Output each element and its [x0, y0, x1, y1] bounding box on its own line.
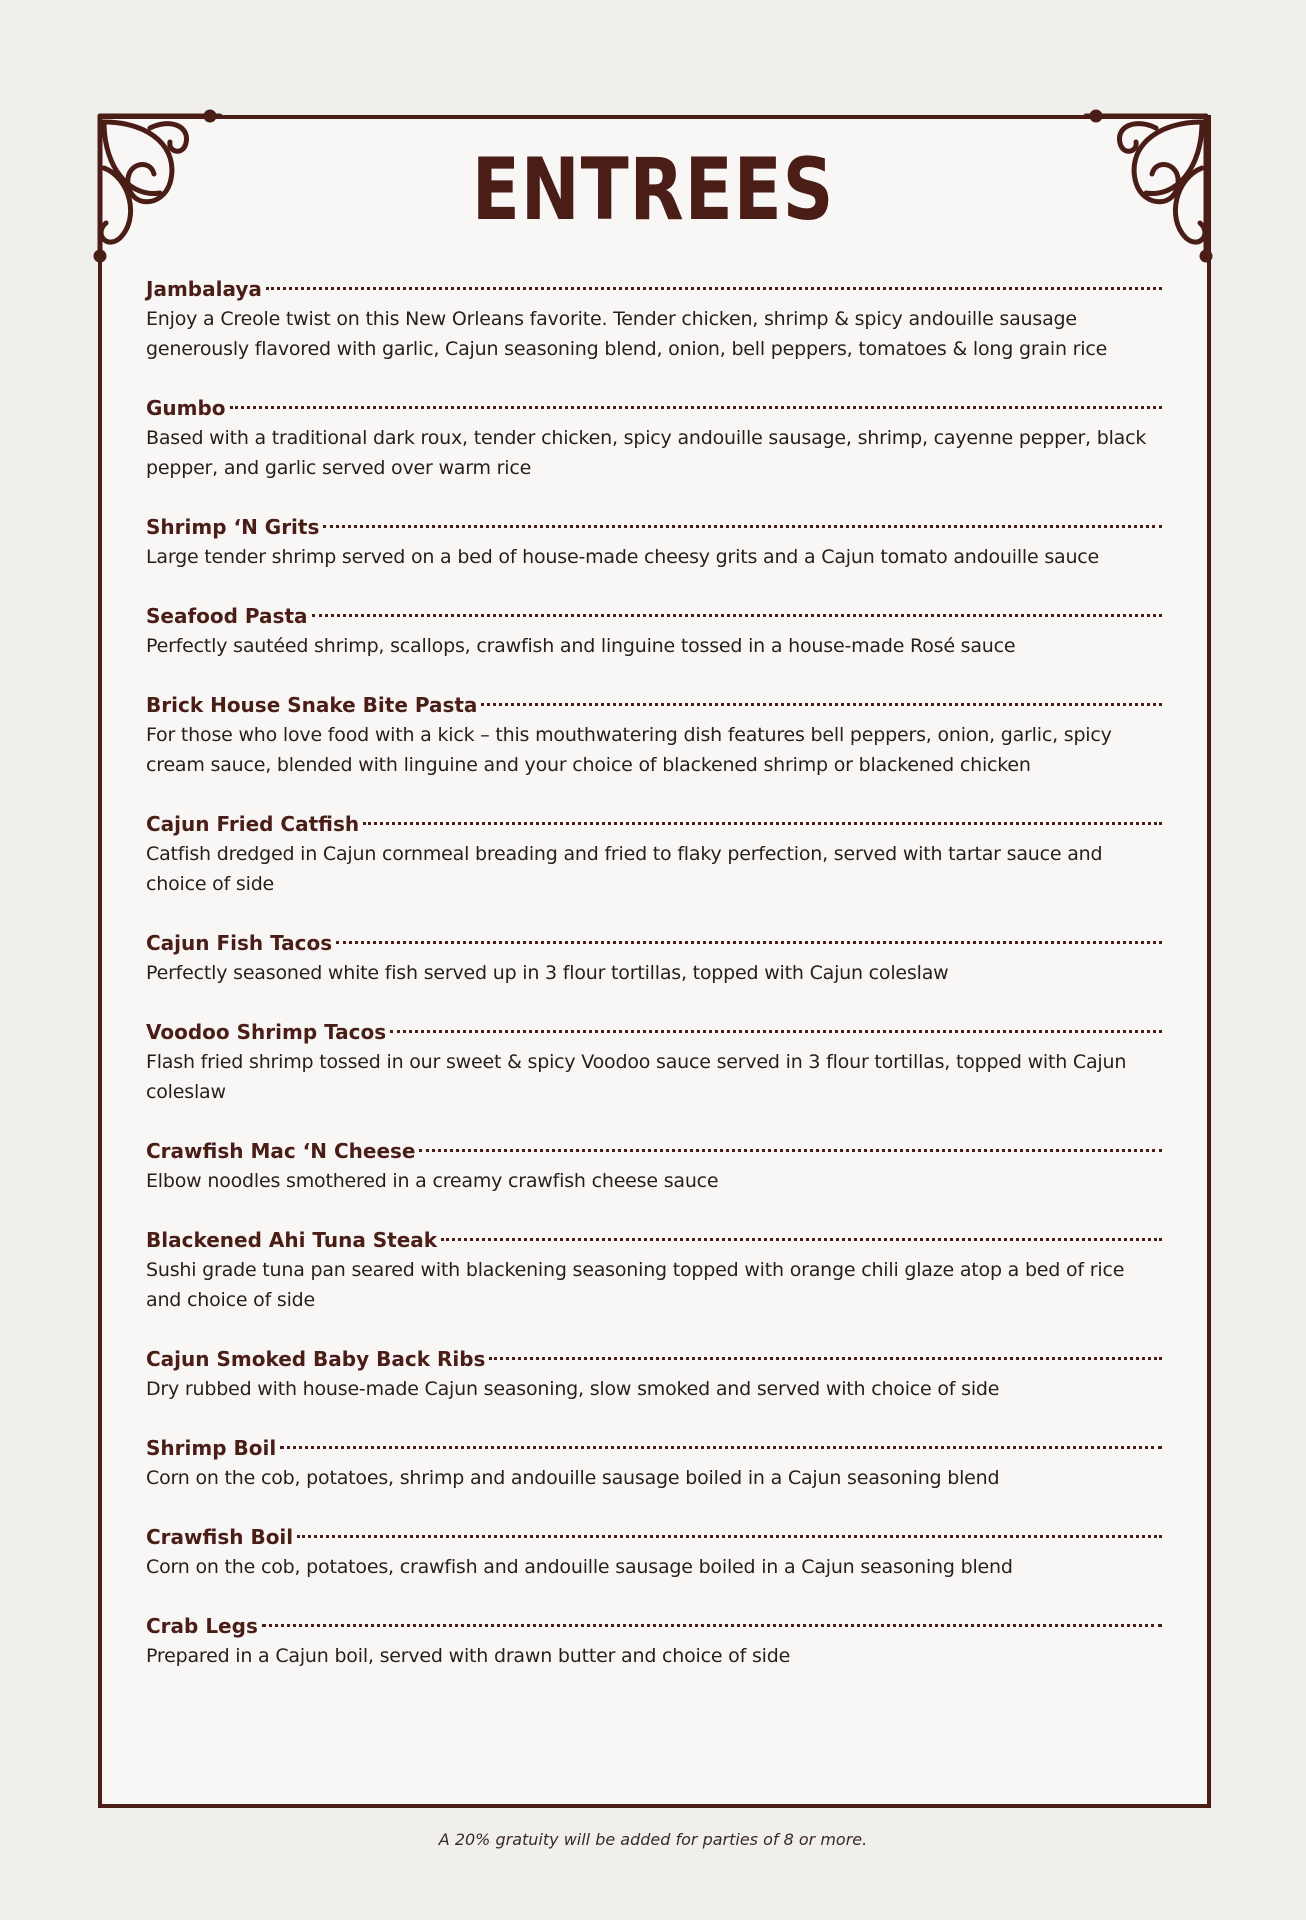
dot-leader — [266, 287, 1162, 290]
menu-item-name: Cajun Fish Tacos — [146, 931, 333, 955]
menu-item-description: Large tender shrimp served on a bed of house-made cheesy grits and a Cajun tomato andouille sauce — [146, 546, 1100, 568]
menu-item-name: Cajun Fried Catfish — [146, 812, 360, 836]
dot-leader — [363, 822, 1162, 825]
menu-item-description: Dry rubbed with house-made Cajun seasoning, slow smoked and served with choice of side — [146, 1378, 1000, 1400]
gratuity-note: A 20% gratuity will be added for parties of 8 or more. — [438, 1830, 868, 1849]
menu-item-description: Flash fried shrimp tossed in our sweet & spicy Voodoo sauce served in 3 flour tortillas, topped with Cajun coleslaw — [146, 1051, 1127, 1103]
dot-leader — [262, 1624, 1162, 1627]
menu-item — [146, 393, 1162, 483]
menu-item-description: Based with a traditional dark roux, tender chicken, spicy andouille sausage, shrimp, cayenne pepper, black pepper, and garlic served over warm rice — [146, 427, 1147, 479]
menu-item — [146, 1611, 1162, 1671]
menu-item — [146, 1522, 1162, 1582]
dot-leader — [489, 1357, 1162, 1360]
menu-item — [146, 809, 1162, 899]
menu-item — [146, 928, 1162, 988]
menu-item-name: Cajun Smoked Baby Back Ribs — [146, 1347, 486, 1371]
menu-item-description: Corn on the cob, potatoes, crawfish and andouille sausage boiled in a Cajun seasoning blend — [146, 1556, 1013, 1578]
menu-item-name: Seafood Pasta — [146, 604, 308, 628]
menu-item-description: Enjoy a Creole twist on this New Orleans favorite. Tender chicken, shrimp & spicy andouille sausage generously flavored with garlic, Cajun seasoning blend, onion, bell peppers, tomatoes & long grain rice — [146, 308, 1108, 360]
menu-item-name: Gumbo — [146, 396, 226, 420]
menu-item — [146, 1344, 1162, 1404]
dot-leader — [419, 1149, 1162, 1152]
dot-leader — [312, 614, 1162, 617]
dot-leader — [481, 703, 1162, 706]
menu-item — [146, 1433, 1162, 1493]
dot-leader — [441, 1238, 1162, 1241]
dot-leader — [323, 525, 1162, 528]
menu-item-name: Crab Legs — [146, 1614, 258, 1638]
page-title: ENTREES — [471, 140, 835, 240]
menu-item-name: Jambalaya — [146, 277, 262, 301]
menu-item-description: Prepared in a Cajun boil, served with drawn butter and choice of side — [146, 1645, 791, 1667]
dot-leader — [336, 941, 1162, 944]
menu-item-description: Corn on the cob, potatoes, shrimp and andouille sausage boiled in a Cajun seasoning blend — [146, 1467, 1000, 1489]
menu-item-name: Crawfish Mac ‘N Cheese — [146, 1139, 416, 1163]
menu-item-name: Crawfish Boil — [146, 1525, 294, 1549]
dot-leader — [230, 406, 1162, 409]
menu-item-description: For those who love food with a kick – this mouthwatering dish features bell peppers, onion, garlic, spicy cream sauce, blended with linguine and your choice of blackened shrimp or blackened chicken — [146, 724, 1112, 776]
menu-item-description: Catfish dredged in Cajun cornmeal breading and fried to flaky perfection, served with tartar sauce and choice of side — [146, 843, 1103, 895]
menu-list — [146, 274, 1162, 1700]
menu-item-name: Shrimp Boil — [146, 1436, 277, 1460]
dot-leader — [390, 1030, 1162, 1033]
menu-item-description: Elbow noodles smothered in a creamy crawfish cheese sauce — [146, 1170, 719, 1192]
menu-item-name: Blackened Ahi Tuna Steak — [146, 1228, 438, 1252]
menu-item — [146, 512, 1162, 572]
menu-item-description: Perfectly sautéed shrimp, scallops, crawfish and linguine tossed in a house-made Rosé sauce — [146, 635, 1016, 657]
dot-leader — [280, 1446, 1162, 1449]
menu-item-name: Shrimp ‘N Grits — [146, 515, 320, 539]
menu-item-description: Sushi grade tuna pan seared with blackening seasoning topped with orange chili glaze atop a bed of rice and choice of side — [146, 1259, 1125, 1311]
menu-item — [146, 690, 1162, 780]
menu-item — [146, 1225, 1162, 1315]
menu-item — [146, 1017, 1162, 1107]
menu-item-name: Voodoo Shrimp Tacos — [146, 1020, 387, 1044]
menu-item — [146, 274, 1162, 364]
menu-item-description: Perfectly seasoned white fish served up in 3 flour tortillas, topped with Cajun coleslaw — [146, 962, 949, 984]
menu-item — [146, 1136, 1162, 1196]
menu-item — [146, 601, 1162, 661]
dot-leader — [297, 1535, 1162, 1538]
menu-item-name: Brick House Snake Bite Pasta — [146, 693, 478, 717]
